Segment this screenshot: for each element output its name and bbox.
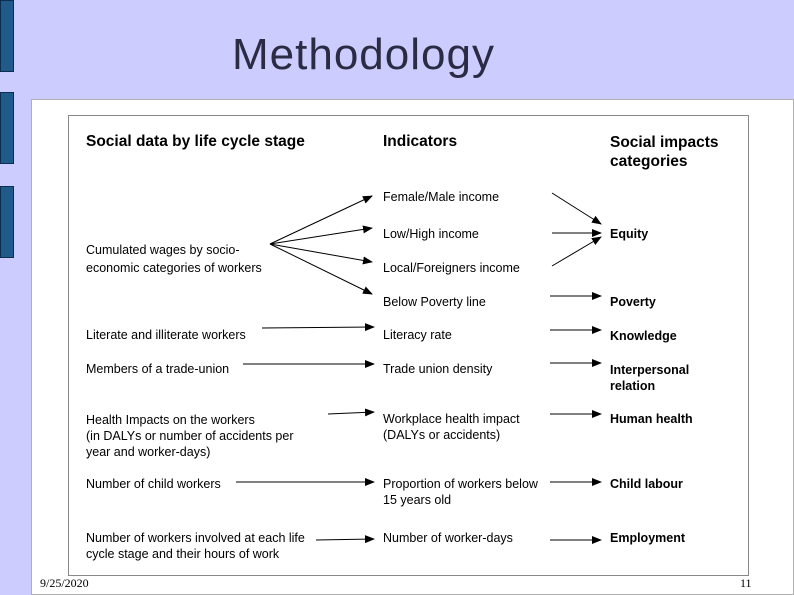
category-interpersonal-2: relation [610, 379, 656, 393]
footer-page-number: 11 [740, 576, 752, 590]
indicator-trade-density: Trade union density [383, 362, 493, 376]
arrow-workers [316, 539, 374, 540]
header-social-data: Social data by life cycle stage [86, 133, 305, 150]
arrow-wages-local-foreign [270, 244, 372, 262]
child-workers-text: Number of child workers [86, 477, 221, 491]
indicator-proportion-1: Proportion of workers below [383, 477, 538, 491]
health-text-1: Health Impacts on the workers [86, 413, 255, 427]
health-text-2: (in DALYs or number of accidents per [86, 429, 294, 443]
indicator-low-high: Low/High income [383, 227, 479, 241]
indicator-proportion-2: 15 years old [383, 493, 452, 507]
trade-union-text: Members of a trade-union [86, 362, 230, 376]
indicator-local-foreign: Local/Foreigners income [383, 261, 520, 275]
health-text-3: year and worker-days) [86, 445, 211, 459]
arrow-health [328, 412, 374, 414]
header-impact-categories-2: categories [610, 153, 688, 170]
slide-title: Methodology [232, 30, 495, 79]
category-equity: Equity [610, 227, 649, 241]
indicator-literacy: Literacy rate [383, 328, 452, 342]
category-employment: Employment [610, 531, 686, 545]
header-impact-categories-1: Social impacts [610, 134, 719, 151]
indicator-worker-days: Number of worker-days [383, 531, 513, 545]
arrow-wages-low-high [270, 228, 372, 244]
category-poverty: Poverty [610, 295, 656, 309]
indicator-health-2: (DALYs or accidents) [383, 428, 501, 442]
indicator-health-1: Workplace health impact [383, 412, 520, 426]
arrow-wages-female-male [270, 196, 372, 244]
category-human-health: Human health [610, 412, 693, 426]
literate-text: Literate and illiterate workers [86, 328, 246, 342]
category-knowledge: Knowledge [610, 329, 677, 343]
workers-text-2: cycle stage and their hours of work [86, 547, 280, 561]
wages-text-2: economic categories of workers [86, 261, 262, 275]
header-indicators: Indicators [383, 133, 458, 150]
wages-text-1: Cumulated wages by socio- [86, 243, 240, 257]
category-child-labour: Child labour [610, 477, 683, 491]
arrow-wages-poverty-line [270, 244, 372, 294]
arrow-female-male-equity [552, 193, 601, 224]
footer-date: 9/25/2020 [40, 576, 89, 590]
category-interpersonal-1: Interpersonal [610, 363, 690, 377]
indicator-poverty-line: Below Poverty line [383, 295, 486, 309]
indicator-female-male: Female/Male income [383, 190, 500, 204]
arrow-literate [262, 327, 374, 328]
workers-text-1: Number of workers involved at each life [86, 531, 305, 545]
arrow-local-foreign-equity [552, 237, 601, 266]
